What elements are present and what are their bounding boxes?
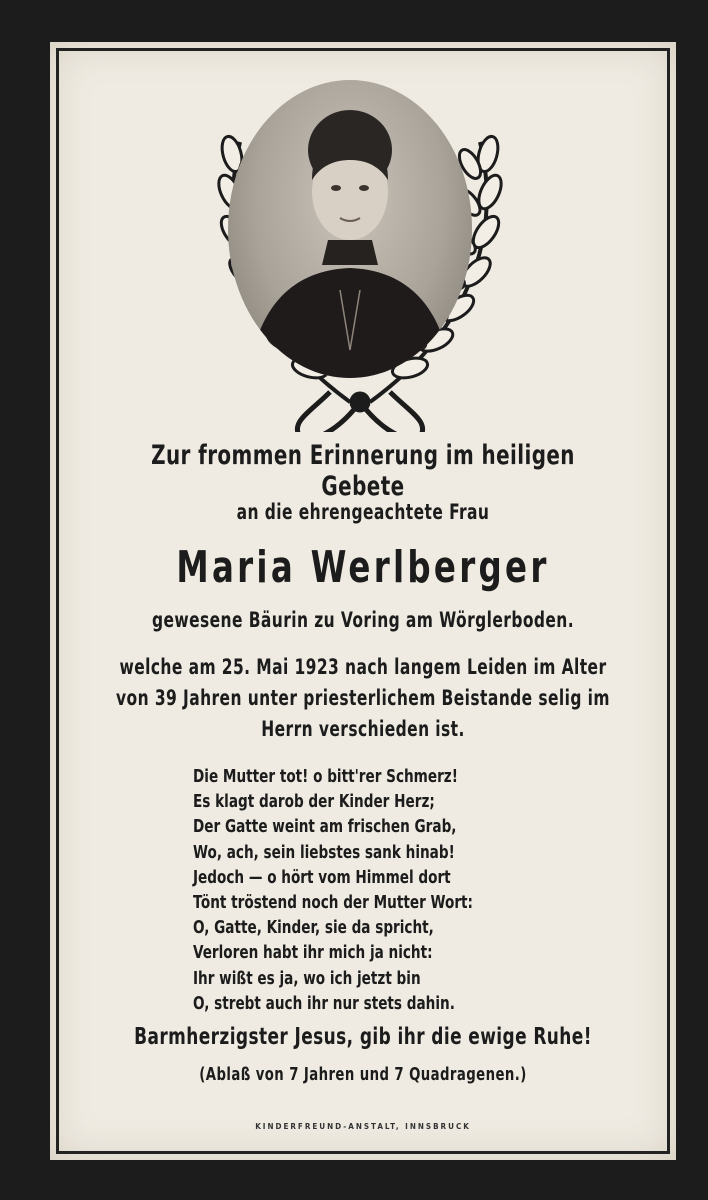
poem-line: O, strebt auch ihr nur stets dahin. [193,992,455,1014]
portrait-with-wreath [180,72,540,432]
deceased-role: gewesene Bäurin zu Voring am Wörglerboden. [151,608,575,632]
printer-imprint: KINDERFREUND-ANSTALT, INNSBRUCK [255,1122,471,1131]
poem-line: Jedoch — o hört vom Himmel dort [193,866,451,888]
deceased-name: Maria Werlberger [176,542,550,593]
poem-line: Der Gatte weint am frischen Grab, [193,816,457,838]
poem-line: Tönt tröstend noch der Mutter Wort: [193,892,473,914]
dedication-line: an die ehrengeachtete Frau [236,500,490,524]
death-line: von 39 Jahren unter priesterlichem Beistande selig im [116,686,610,710]
prayer-line: Barmherzigster Jesus, gib ihr die ewige Ruhe! [134,1024,592,1050]
portrait-photo [228,80,472,378]
poem-line: Ihr wißt es ja, wo ich jetzt bin [193,967,421,989]
card-paper [50,42,676,1160]
death-statement [106,652,619,745]
memorial-heading: Zur frommen Erinnerung im heiligen Gebete [151,440,575,502]
poem-line: O, Gatte, Kinder, sie da spricht, [193,917,434,939]
indulgence-note: (Ablaß von 7 Jahren und 7 Quadragenen.) [199,1064,527,1085]
poem-line: Die Mutter tot! o bitt'rer Schmerz! [193,766,458,787]
poem-line: Wo, ach, sein liebstes sank hinab! [193,841,455,863]
death-line: welche am 25. Mai 1923 nach langem Leiden im Alter [119,655,607,679]
memorial-poem [193,764,473,1016]
poem-line: Es klagt darob der Kinder Herz; [193,791,435,813]
death-line: Herrn verschieden ist. [261,717,465,741]
poem-line: Verloren habt ihr mich ja nicht: [193,942,433,964]
